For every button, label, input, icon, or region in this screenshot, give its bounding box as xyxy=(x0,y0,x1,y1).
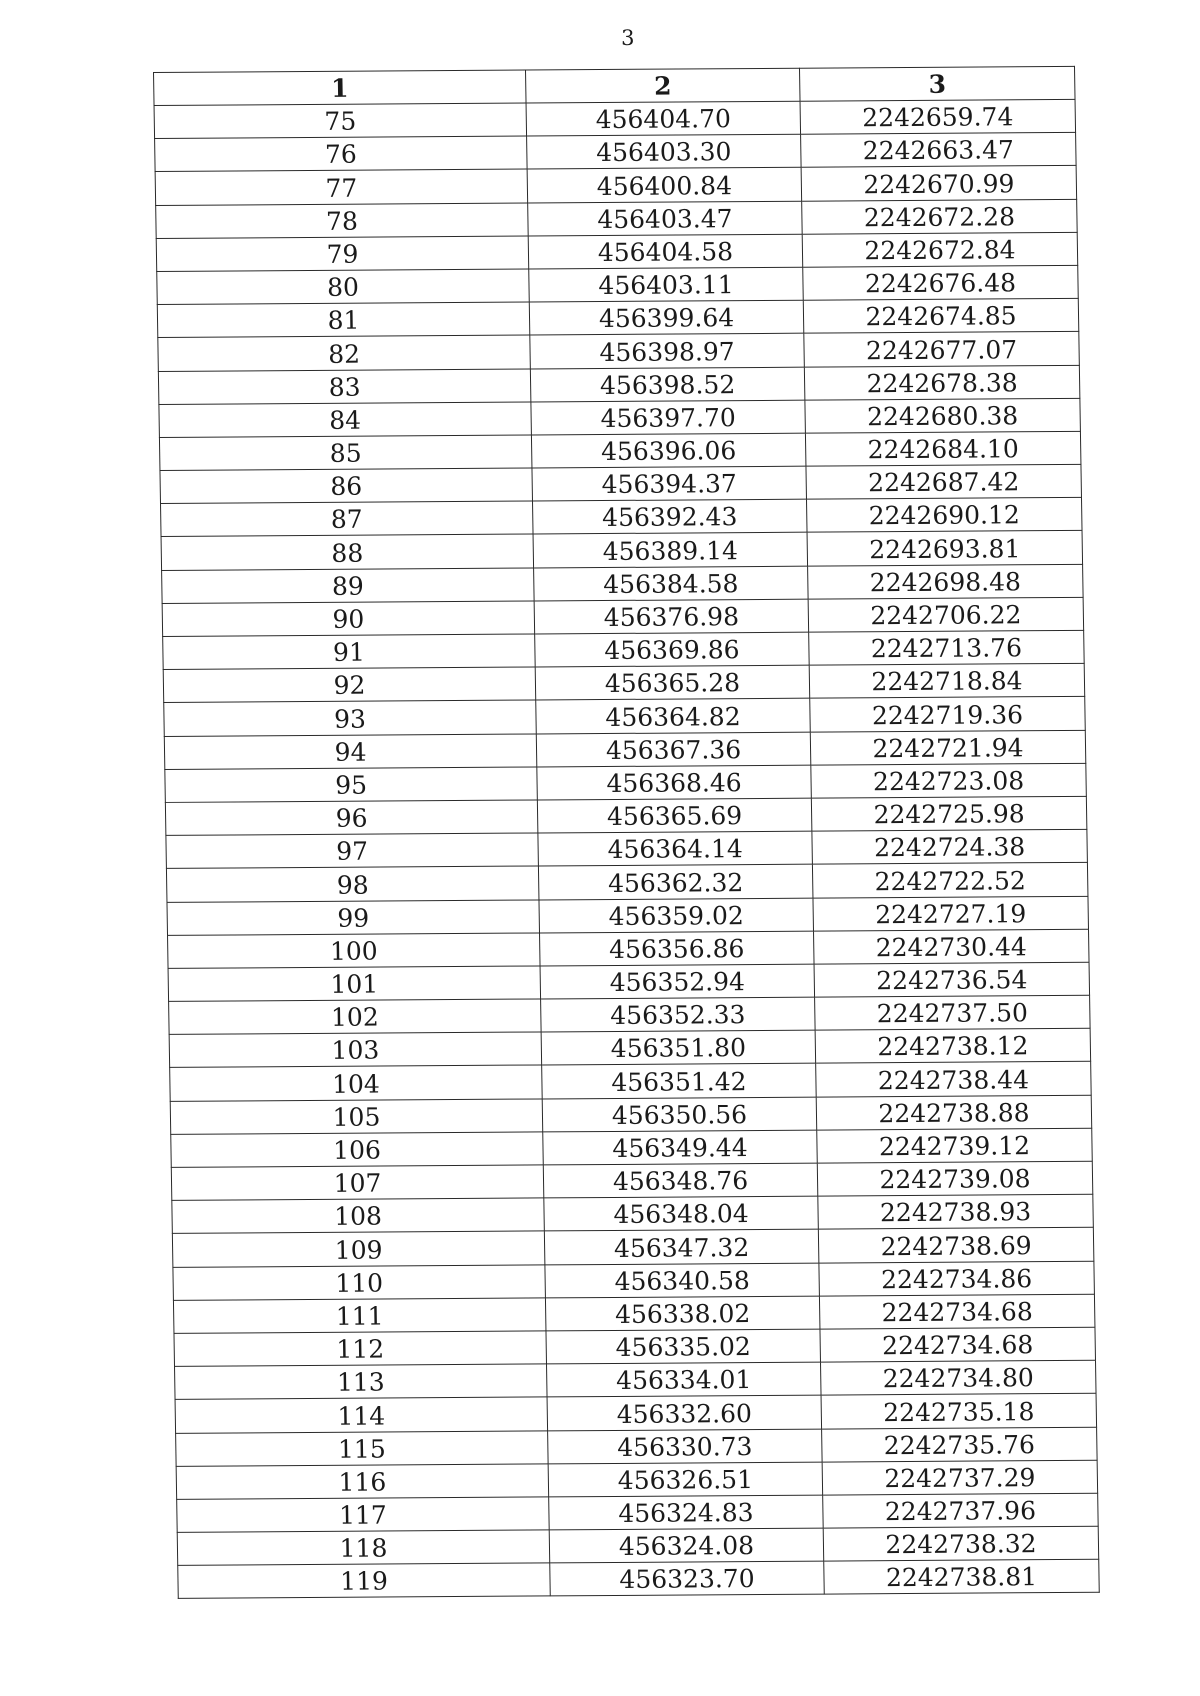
point-number-cell: 79 xyxy=(156,236,529,272)
x-coordinate-cell: 456326.51 xyxy=(548,1462,823,1497)
x-coordinate-cell: 456399.64 xyxy=(529,300,804,335)
y-coordinate-cell: 2242684.10 xyxy=(805,431,1081,466)
table-row xyxy=(161,531,1083,570)
point-number-cell: 76 xyxy=(155,136,528,172)
x-coordinate-cell: 456334.01 xyxy=(547,1362,822,1397)
x-coordinate-cell: 456356.86 xyxy=(540,931,815,966)
x-coordinate-cell: 456397.70 xyxy=(531,400,806,435)
y-coordinate-cell: 2242725.98 xyxy=(811,796,1087,831)
y-coordinate-cell: 2242721.94 xyxy=(810,730,1086,765)
table-body xyxy=(154,99,1099,1598)
x-coordinate-cell: 456398.97 xyxy=(530,334,805,369)
point-number-cell: 88 xyxy=(161,534,534,570)
x-coordinate-cell: 456335.02 xyxy=(546,1329,821,1364)
y-coordinate-cell: 2242739.08 xyxy=(817,1161,1093,1196)
x-coordinate-cell: 456350.56 xyxy=(542,1097,817,1132)
point-number-cell: 118 xyxy=(177,1530,550,1566)
table-row xyxy=(154,99,1076,138)
y-coordinate-cell: 2242713.76 xyxy=(809,630,1085,665)
table-row xyxy=(156,232,1078,271)
point-number-cell: 78 xyxy=(156,203,529,239)
y-coordinate-cell: 2242738.81 xyxy=(824,1560,1100,1595)
y-coordinate-cell: 2242719.36 xyxy=(810,697,1086,732)
table-row xyxy=(161,498,1083,537)
table-row xyxy=(175,1394,1097,1433)
y-coordinate-cell: 2242735.18 xyxy=(821,1394,1097,1429)
header-row xyxy=(154,66,1076,105)
x-coordinate-cell: 456324.83 xyxy=(549,1495,824,1530)
y-coordinate-cell: 2242718.84 xyxy=(809,664,1085,699)
table-row xyxy=(173,1294,1095,1333)
point-number-cell: 107 xyxy=(171,1165,544,1201)
point-number-cell: 111 xyxy=(173,1298,546,1334)
x-coordinate-cell: 456384.58 xyxy=(534,566,809,601)
column-header-1: 1 xyxy=(154,70,527,105)
table-row xyxy=(176,1460,1098,1499)
point-number-cell: 81 xyxy=(157,302,530,338)
y-coordinate-cell: 2242670.99 xyxy=(801,166,1077,201)
x-coordinate-cell: 456351.80 xyxy=(541,1030,816,1065)
table-row xyxy=(159,398,1081,437)
point-number-cell: 117 xyxy=(177,1497,550,1533)
y-coordinate-cell: 2242659.74 xyxy=(800,99,1076,134)
point-number-cell: 106 xyxy=(171,1132,544,1168)
table-row xyxy=(162,597,1084,636)
x-coordinate-cell: 456348.04 xyxy=(544,1196,819,1231)
table-row xyxy=(156,199,1078,238)
table-row xyxy=(169,1029,1091,1068)
y-coordinate-cell: 2242680.38 xyxy=(805,398,1081,433)
table-row xyxy=(168,962,1090,1001)
point-number-cell: 82 xyxy=(158,335,531,371)
y-coordinate-cell: 2242676.48 xyxy=(803,265,1079,300)
point-number-cell: 87 xyxy=(161,501,534,537)
table-row xyxy=(160,464,1082,503)
table-row xyxy=(169,995,1091,1034)
point-number-cell: 77 xyxy=(155,169,528,205)
point-number-cell: 102 xyxy=(169,999,542,1035)
point-number-cell: 96 xyxy=(165,800,538,836)
y-coordinate-cell: 2242723.08 xyxy=(811,763,1087,798)
x-coordinate-cell: 456352.94 xyxy=(540,964,815,999)
y-coordinate-cell: 2242734.68 xyxy=(820,1327,1096,1362)
x-coordinate-cell: 456392.43 xyxy=(532,499,807,534)
x-coordinate-cell: 456348.76 xyxy=(543,1163,818,1198)
table-row xyxy=(170,1062,1092,1101)
table-row xyxy=(174,1327,1096,1366)
table-row xyxy=(177,1526,1099,1565)
point-number-cell: 93 xyxy=(164,700,537,736)
point-number-cell: 83 xyxy=(158,369,531,405)
y-coordinate-cell: 2242734.68 xyxy=(819,1294,1095,1329)
point-number-cell: 86 xyxy=(160,468,533,504)
y-coordinate-cell: 2242663.47 xyxy=(801,133,1077,168)
point-number-cell: 104 xyxy=(170,1065,543,1101)
table-row xyxy=(175,1360,1097,1399)
x-coordinate-cell: 456367.36 xyxy=(536,732,811,767)
table-row xyxy=(157,265,1079,304)
coordinates-table xyxy=(153,66,1100,1599)
y-coordinate-cell: 2242738.93 xyxy=(818,1194,1094,1229)
x-coordinate-cell: 456376.98 xyxy=(534,599,809,634)
table-row xyxy=(173,1261,1095,1300)
x-coordinate-cell: 456404.70 xyxy=(526,101,801,136)
x-coordinate-cell: 456359.02 xyxy=(539,898,814,933)
y-coordinate-cell: 2242730.44 xyxy=(813,929,1089,964)
y-coordinate-cell: 2242724.38 xyxy=(812,829,1088,864)
y-coordinate-cell: 2242738.69 xyxy=(818,1228,1094,1263)
table-row xyxy=(166,863,1088,902)
y-coordinate-cell: 2242678.38 xyxy=(804,365,1080,400)
table-row xyxy=(163,664,1085,703)
table-row xyxy=(162,564,1084,603)
x-coordinate-cell: 456369.86 xyxy=(535,632,810,667)
y-coordinate-cell: 2242672.84 xyxy=(802,232,1078,267)
x-coordinate-cell: 456340.58 xyxy=(545,1263,820,1298)
y-coordinate-cell: 2242737.50 xyxy=(815,995,1091,1030)
x-coordinate-cell: 456349.44 xyxy=(543,1130,818,1165)
y-coordinate-cell: 2242738.44 xyxy=(816,1062,1092,1097)
coordinates-table-container xyxy=(153,66,1099,1599)
x-coordinate-cell: 456352.33 xyxy=(541,997,816,1032)
table-row xyxy=(172,1194,1094,1233)
point-number-cell: 98 xyxy=(166,866,539,902)
point-number-cell: 99 xyxy=(167,899,540,935)
y-coordinate-cell: 2242738.88 xyxy=(816,1095,1092,1130)
y-coordinate-cell: 2242739.12 xyxy=(817,1128,1093,1163)
y-coordinate-cell: 2242677.07 xyxy=(804,332,1080,367)
x-coordinate-cell: 456365.69 xyxy=(537,798,812,833)
y-coordinate-cell: 2242722.52 xyxy=(812,863,1088,898)
y-coordinate-cell: 2242734.86 xyxy=(819,1261,1095,1296)
x-coordinate-cell: 456365.28 xyxy=(535,665,810,700)
y-coordinate-cell: 2242736.54 xyxy=(814,962,1090,997)
table-row xyxy=(178,1560,1100,1599)
y-coordinate-cell: 2242727.19 xyxy=(813,896,1089,931)
y-coordinate-cell: 2242698.48 xyxy=(808,564,1084,599)
point-number-cell: 109 xyxy=(172,1231,545,1267)
point-number-cell: 94 xyxy=(164,734,537,770)
table-row xyxy=(177,1493,1099,1532)
y-coordinate-cell: 2242738.12 xyxy=(815,1029,1091,1064)
y-coordinate-cell: 2242737.96 xyxy=(823,1493,1099,1528)
table-header xyxy=(154,66,1076,105)
x-coordinate-cell: 456389.14 xyxy=(533,533,808,568)
x-coordinate-cell: 456403.30 xyxy=(527,134,802,169)
y-coordinate-cell: 2242672.28 xyxy=(802,199,1078,234)
table-row xyxy=(170,1095,1092,1134)
table-row xyxy=(157,298,1079,337)
table-row xyxy=(158,365,1080,404)
table-row xyxy=(163,630,1085,669)
table-row xyxy=(176,1427,1098,1466)
table-row xyxy=(172,1228,1094,1267)
x-coordinate-cell: 456368.46 xyxy=(537,765,812,800)
point-number-cell: 112 xyxy=(174,1331,547,1367)
x-coordinate-cell: 456400.84 xyxy=(527,168,802,203)
point-number-cell: 90 xyxy=(162,601,535,637)
point-number-cell: 84 xyxy=(159,402,532,438)
x-coordinate-cell: 456398.52 xyxy=(530,367,805,402)
point-number-cell: 116 xyxy=(176,1464,549,1500)
y-coordinate-cell: 2242737.29 xyxy=(822,1460,1098,1495)
point-number-cell: 108 xyxy=(172,1198,545,1234)
x-coordinate-cell: 456404.58 xyxy=(528,234,803,269)
table-row xyxy=(167,896,1089,935)
point-number-cell: 75 xyxy=(154,103,527,139)
table-row xyxy=(164,697,1086,736)
y-coordinate-cell: 2242674.85 xyxy=(803,298,1079,333)
table-row xyxy=(158,332,1080,371)
x-coordinate-cell: 456364.82 xyxy=(536,699,811,734)
x-coordinate-cell: 456351.42 xyxy=(542,1064,817,1099)
x-coordinate-cell: 456332.60 xyxy=(547,1395,822,1430)
point-number-cell: 85 xyxy=(159,435,532,471)
table-row xyxy=(171,1161,1093,1200)
page-number: 3 xyxy=(621,26,635,50)
y-coordinate-cell: 2242706.22 xyxy=(808,597,1084,632)
column-header-2: 2 xyxy=(525,68,800,103)
table-row xyxy=(165,796,1087,835)
y-coordinate-cell: 2242693.81 xyxy=(807,531,1083,566)
point-number-cell: 101 xyxy=(168,966,541,1002)
point-number-cell: 105 xyxy=(170,1099,543,1135)
point-number-cell: 92 xyxy=(163,667,536,703)
point-number-cell: 114 xyxy=(175,1397,548,1433)
y-coordinate-cell: 2242690.12 xyxy=(806,498,1082,533)
point-number-cell: 103 xyxy=(169,1032,542,1068)
point-number-cell: 89 xyxy=(162,568,535,604)
table-row xyxy=(171,1128,1093,1167)
table-row xyxy=(165,763,1087,802)
point-number-cell: 100 xyxy=(168,933,541,969)
table-row xyxy=(155,166,1077,205)
y-coordinate-cell: 2242738.32 xyxy=(823,1526,1099,1561)
table-row xyxy=(164,730,1086,769)
x-coordinate-cell: 456403.47 xyxy=(528,201,803,236)
point-number-cell: 97 xyxy=(166,833,539,869)
point-number-cell: 91 xyxy=(163,634,536,670)
x-coordinate-cell: 456362.32 xyxy=(538,864,813,899)
table-row xyxy=(166,829,1088,868)
y-coordinate-cell: 2242734.80 xyxy=(820,1360,1096,1395)
table-row xyxy=(168,929,1090,968)
x-coordinate-cell: 456324.08 xyxy=(549,1528,824,1563)
point-number-cell: 119 xyxy=(178,1563,551,1599)
table-row xyxy=(159,431,1081,470)
y-coordinate-cell: 2242687.42 xyxy=(806,464,1082,499)
x-coordinate-cell: 456338.02 xyxy=(545,1296,820,1331)
y-coordinate-cell: 2242735.76 xyxy=(822,1427,1098,1462)
point-number-cell: 80 xyxy=(157,269,530,305)
column-header-3: 3 xyxy=(799,66,1075,101)
x-coordinate-cell: 456396.06 xyxy=(531,433,806,468)
table-row xyxy=(155,133,1077,172)
point-number-cell: 113 xyxy=(175,1364,548,1400)
x-coordinate-cell: 456394.37 xyxy=(532,466,807,501)
x-coordinate-cell: 456347.32 xyxy=(544,1229,819,1264)
point-number-cell: 115 xyxy=(176,1430,549,1466)
point-number-cell: 95 xyxy=(165,767,538,803)
x-coordinate-cell: 456323.70 xyxy=(550,1561,825,1596)
x-coordinate-cell: 456330.73 xyxy=(548,1429,823,1464)
point-number-cell: 110 xyxy=(173,1264,546,1300)
x-coordinate-cell: 456364.14 xyxy=(538,831,813,866)
x-coordinate-cell: 456403.11 xyxy=(529,267,804,302)
